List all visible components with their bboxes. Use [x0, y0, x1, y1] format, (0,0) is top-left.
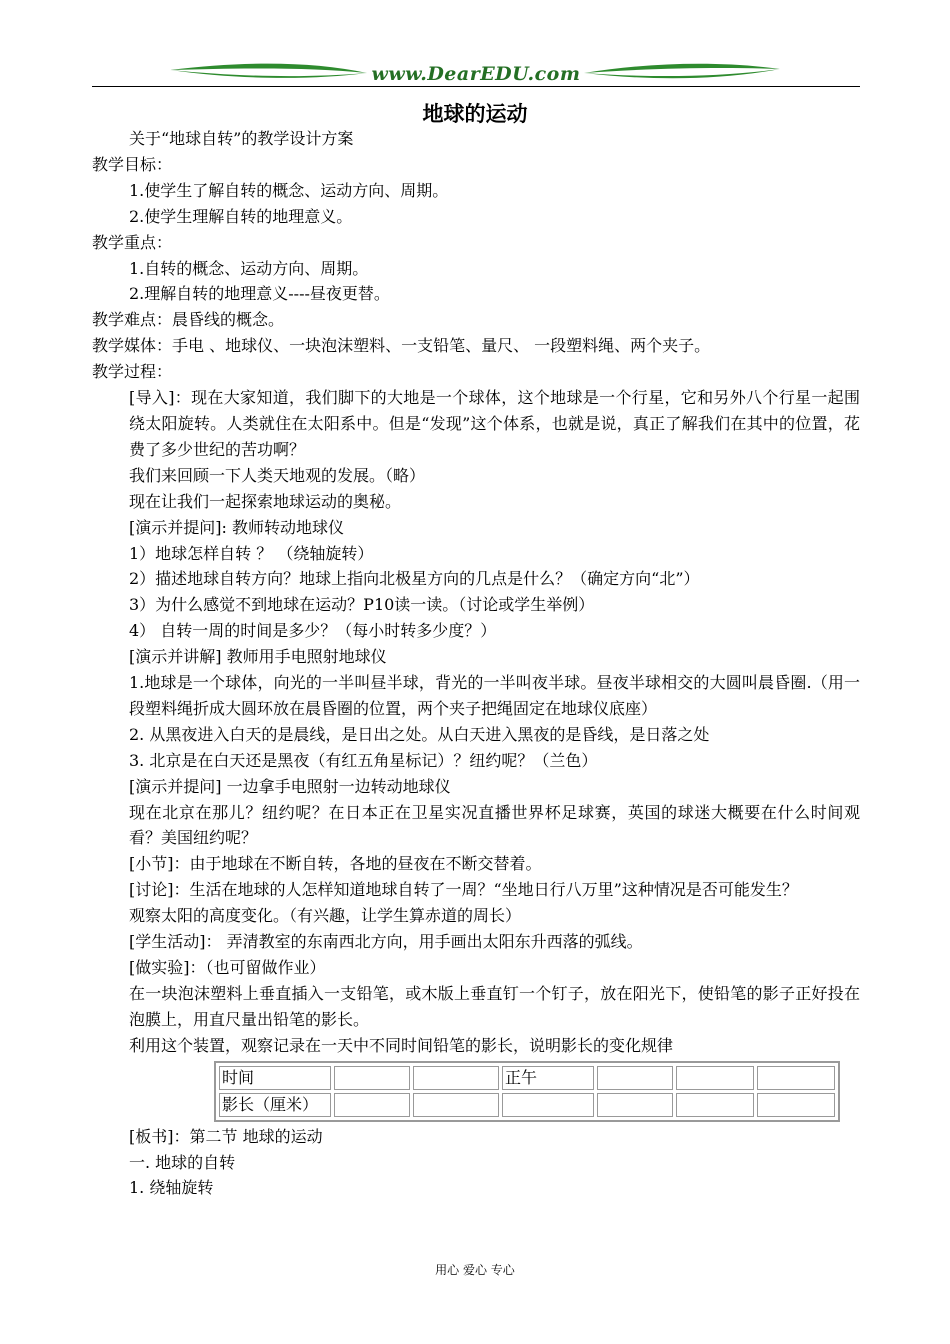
text-line: 教学过程： [92, 362, 173, 382]
text-line: 教学媒体：手电 、地球仪、一块泡沫塑料、一支铅笔、量尺、 一段塑料绳、两个夹子。 [92, 336, 711, 356]
header-divider [92, 86, 860, 87]
table-cell [597, 1093, 673, 1117]
text-line: 2. 从黑夜进入白天的是晨线，是日出之处。从白天进入黑夜的是昏线，是日落之处 [129, 724, 710, 744]
table-cell: 时间 [219, 1066, 331, 1090]
table-cell [757, 1093, 835, 1117]
table-cell [757, 1066, 835, 1090]
text-line: [讨论]：生活在地球的人怎样知道地球自转了一周？“坐地日行八万里”这种情况是否可能发生？ [129, 880, 798, 900]
text-line: 现在让我们一起探索地球运动的奥秘。 [129, 491, 402, 511]
text-line: 2.理解自转的地理意义----昼夜更替。 [129, 284, 390, 304]
text-line: [导入]：现在大家知道，我们脚下的大地是一个球体，这个地球是一个行星，它和另外八个行星一起围绕太阳旋转。人类就住在太阳系中。但是“发现”这个体系，也就是说，真正了解我们在其中的位置，花费了多少世纪的苦功啊？ [129, 388, 860, 459]
text-line: 1.地球是一个球体，向光的一半叫昼半球，背光的一半叫夜半球。昼夜半球相交的大圆叫晨昏圈.（用一段塑料绳折成大圆环放在晨昏圈的位置，两个夹子把绳固定在地球仪底座） [129, 673, 860, 718]
text-line: [小节]：由于地球在不断自转，各地的昼夜在不断交替着。 [129, 854, 542, 874]
table-row [219, 1066, 835, 1090]
table-cell: 正午 [502, 1066, 594, 1090]
table-cell: 影长（厘米） [219, 1093, 331, 1117]
table-cell [413, 1066, 499, 1090]
table-cell [334, 1066, 410, 1090]
text-line: 教学重点： [92, 232, 173, 252]
table-cell [597, 1066, 673, 1090]
text-line: [学生活动]： 弄清教室的东南西北方向，用手画出太阳东升西落的弧线。 [129, 932, 643, 952]
text-line: [做实验]：（也可留做作业） [129, 958, 326, 977]
text-line: 1）地球怎样自转 ？ （绕轴旋转） [129, 543, 374, 563]
text-line: 教学难点：晨昏线的概念。 [92, 310, 285, 330]
text-line: 在一块泡沫塑料上垂直插入一支铅笔，或木版上垂直钉一个钉子，放在阳光下，使铅笔的影子正好投在泡膜上，用直尺量出铅笔的影长。 [129, 983, 860, 1029]
table-cell [502, 1093, 594, 1117]
text-line: 我们来回顾一下人类天地观的发展。（略） [129, 465, 426, 485]
text-line: [板书]：第二节 地球的运动 [129, 1126, 323, 1146]
text-line: 1. 绕轴旋转 [129, 1178, 214, 1198]
text-line: 3）为什么感觉不到地球在运动？P10读一读。（讨论或学生举例） [129, 595, 595, 615]
text-line: [演示并提问]: 教师转动地球仪 [129, 517, 344, 537]
text-line: [演示并讲解] 教师用手电照射地球仪 [129, 647, 387, 667]
table-cell [676, 1066, 754, 1090]
page-title: 地球的运动 [422, 102, 528, 126]
text-line: 2）描述地球自转方向？地球上指向北极星方向的几点是什么？（确定方向“北”） [129, 569, 700, 589]
text-line: 教学目标： [92, 154, 173, 174]
text-line: 2.使学生理解自转的地理意义。 [129, 206, 353, 226]
text-line: 利用这个装置，观察记录在一天中不同时间铅笔的影长，说明影长的变化规律 [129, 1035, 674, 1055]
body-section-board [92, 1124, 860, 1202]
document-body [92, 126, 860, 1201]
text-line: 1.使学生了解自转的概念、运动方向、周期。 [129, 180, 449, 200]
site-url: www.DearEDU.com [371, 63, 581, 85]
shadow-length-table [214, 1061, 840, 1122]
body-section-main [92, 126, 860, 1059]
table-cell [334, 1093, 410, 1117]
text-line: 现在北京在那儿？纽约呢？在日本正在卫星实况直播世界杯足球赛，英国的球迷大概要在什么时间观看？美国纽约呢？ [129, 802, 860, 848]
table-cell [676, 1093, 754, 1117]
text-line: 3. 北京是在白天还是黑夜（有红五角星标记）？纽约呢？（兰色） [129, 750, 598, 770]
text-line: 观察太阳的高度变化。（有兴趣，让学生算赤道的周长） [129, 906, 522, 926]
table-row [219, 1093, 835, 1117]
table-cell [413, 1093, 499, 1117]
text-line: 一. 地球的自转 [129, 1152, 236, 1172]
text-line: 1.自转的概念、运动方向、周期。 [129, 258, 369, 278]
text-line: 关于“地球自转”的教学设计方案 [129, 129, 354, 148]
text-line: [演示并提问] 一边拿手电照射一边转动地球仪 [129, 776, 451, 796]
page-footer: 用心 爱心 专心 [435, 1263, 515, 1277]
text-line: 4） 自转一周的时间是多少？（每小时转多少度？） [129, 621, 497, 641]
